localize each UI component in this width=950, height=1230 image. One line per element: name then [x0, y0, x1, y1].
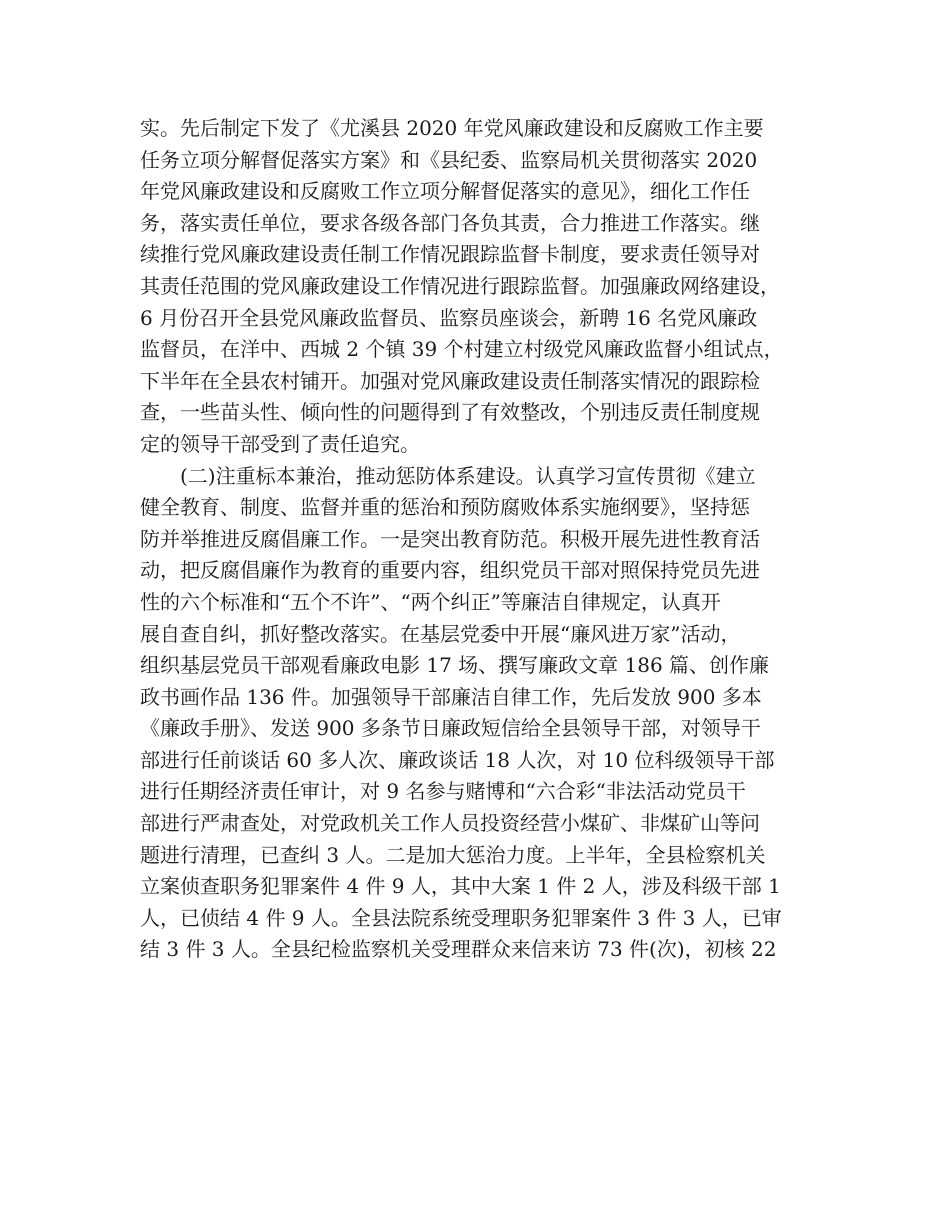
text-line: 查，一些苗头性、倾向性的问题得到了有效整改，个别违反责任制度规	[140, 400, 760, 425]
text-line: 其责任范围的党风廉政建设工作情况进行跟踪监督。加强廉政网络建设，	[140, 273, 780, 298]
text-line: 政书画作品 136 件。加强领导干部廉洁自律工作，先后发放 900 多本	[140, 684, 762, 709]
text-line: 部进行任前谈话 60 多人次、廉政谈话 18 人次，对 10 位科级领导干部	[140, 747, 775, 772]
text-line: 实。先后制定下发了《尤溪县 2020 年党风廉政建设和反腐败工作主要	[140, 116, 764, 140]
text-line: 《廉政手册》、发送 900 多条节日廉政短信给全县领导干部，对领导干	[140, 716, 761, 741]
text-line: 防并举推进反腐倡廉工作。一是突出教育防范。积极开展先进性教育活	[140, 526, 760, 551]
text-line: 进行任期经济责任审计，对 9 名参与赌博和“六合彩“非法活动党员干	[140, 779, 746, 804]
text-line: 监督员，在洋中、西城 2 个镇 39 个村建立村级党风廉政监督小组试点，	[140, 337, 784, 362]
text-line: 结 3 件 3 人。全县纪检监察机关受理群众来信来访 73 件(次)，初核 22	[140, 937, 777, 962]
text-line: 健全教育、制度、监督并重的惩治和预防腐败体系实施纲要》，坚持惩	[140, 495, 750, 520]
text-line: 6 月份召开全县党风廉政监督员、监察员座谈会，新聘 16 名党风廉政	[140, 305, 758, 330]
paragraph-start-line: (二)注重标本兼治，推动惩防体系建设。认真学习宣传贯彻《建立	[180, 463, 756, 488]
text-line: 定的领导干部受到了责任追究。	[140, 431, 420, 456]
text-line: 部进行严肃查处，对党政机关工作人员投资经营小煤矿、非煤矿山等问	[140, 811, 760, 836]
text-line: 务，落实责任单位，要求各级各部门各负其责，合力推进工作落实。继	[140, 210, 760, 235]
text-line: 题进行清理，已查纠 3 人。二是加大惩治力度。上半年，全县检察机关	[140, 842, 766, 867]
text-line: 任务立项分解督促落实方案》和《县纪委、监察局机关贯彻落实 2020	[140, 147, 758, 172]
text-line: 性的六个标准和“五个不许”、“两个纠正”等廉洁自律规定，认真开	[140, 589, 721, 614]
text-line: 展自查自纠，抓好整改落实。在基层党委中开展“廉风进万家”活动，	[140, 621, 741, 646]
text-line: 组织基层党员干部观看廉政电影 17 场、撰写廉政文章 186 篇、创作廉	[140, 653, 770, 678]
body-text	[140, 113, 830, 966]
text-line: 下半年在全县农村铺开。加强对党风廉政建设责任制落实情况的跟踪检	[140, 368, 760, 393]
text-line: 动，把反腐倡廉作为教育的重要内容，组织党员干部对照保持党员先进	[140, 558, 760, 583]
text-line: 立案侦查职务犯罪案件 4 件 9 人，其中大案 1 件 2 人，涉及科级干部 1	[140, 874, 781, 899]
text-line: 人，已侦结 4 件 9 人。全县法院系统受理职务犯罪案件 3 件 3 人，已审	[140, 905, 782, 930]
text-line: 续推行党风廉政建设责任制工作情况跟踪监督卡制度，要求责任领导对	[140, 242, 760, 267]
text-line: 年党风廉政建设和反腐败工作立项分解督促落实的意见》，细化工作任	[140, 179, 750, 204]
